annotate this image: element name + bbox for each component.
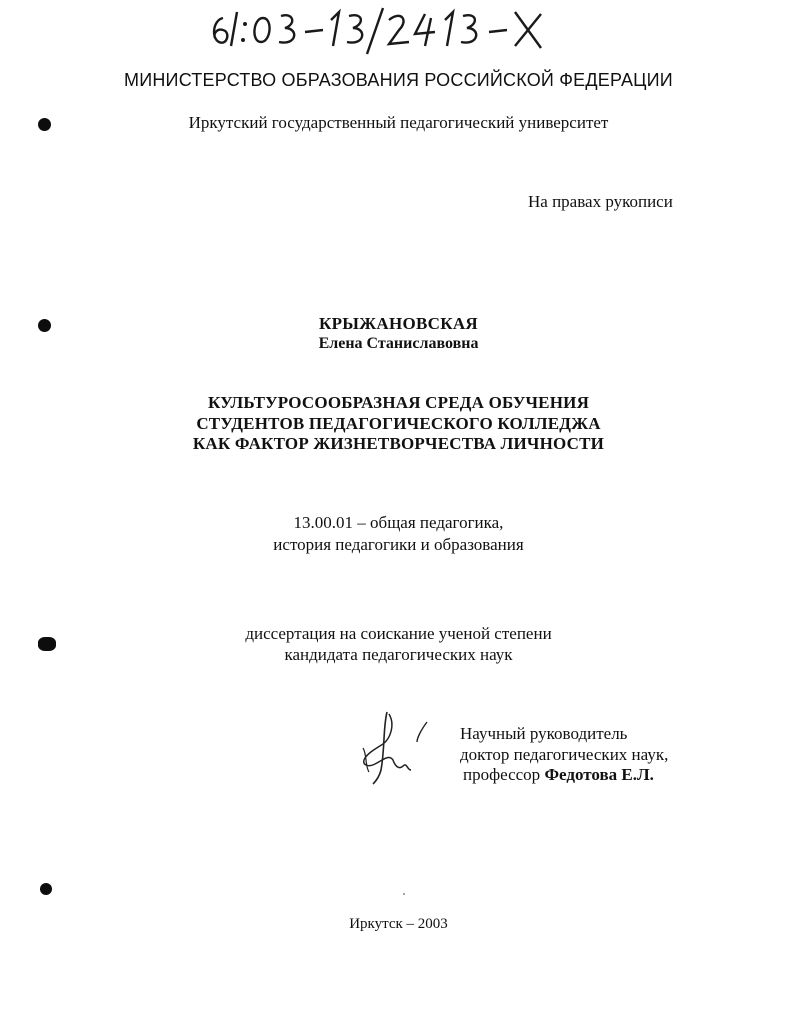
supervisor-name: Федотова Е.Л. bbox=[544, 765, 654, 784]
scan-speck bbox=[403, 893, 405, 895]
supervisor-role: Научный руководитель bbox=[460, 724, 628, 743]
rights-note: На правах рукописи bbox=[528, 192, 673, 211]
supervisor-rank: профессор bbox=[463, 765, 545, 784]
author-given-names: Елена Станиславовна bbox=[318, 335, 479, 352]
specialty-line-2: история педагогики и образования bbox=[273, 535, 524, 554]
supervisor-signature bbox=[355, 708, 435, 788]
binding-hole-mark bbox=[38, 319, 51, 332]
dissertation-title-line-1: КУЛЬТУРОСООБРАЗНАЯ СРЕДА ОБУЧЕНИЯ bbox=[207, 393, 590, 412]
university-name: Иркутский государственный педагогический университет bbox=[188, 113, 609, 132]
degree-line-2: кандидата педагогических наук bbox=[284, 645, 513, 664]
handwritten-archive-code bbox=[205, 2, 565, 60]
supervisor-title-name bbox=[463, 765, 654, 785]
dissertation-title-line-3: КАК ФАКТОР ЖИЗНЕТВОРЧЕСТВА ЛИЧНОСТИ bbox=[192, 434, 605, 453]
specialty-line-1: 13.00.01 – общая педагогика, bbox=[293, 513, 504, 532]
binding-hole-mark bbox=[38, 637, 56, 651]
binding-hole-mark bbox=[38, 118, 51, 131]
dissertation-title-line-2: СТУДЕНТОВ ПЕДАГОГИЧЕСКОГО КОЛЛЕДЖА bbox=[196, 414, 601, 433]
author-surname: КРЫЖАНОВСКАЯ bbox=[318, 314, 479, 333]
city-year: Иркутск – 2003 bbox=[349, 916, 448, 932]
degree-line-1: диссертация на соискание ученой степени bbox=[245, 624, 552, 643]
ministry-heading: МИНИСТЕРСТВО ОБРАЗОВАНИЯ РОССИЙСКОЙ ФЕДЕРАЦИИ bbox=[124, 70, 673, 90]
supervisor-degree: доктор педагогических наук, bbox=[460, 745, 669, 764]
binding-hole-mark bbox=[40, 883, 52, 895]
